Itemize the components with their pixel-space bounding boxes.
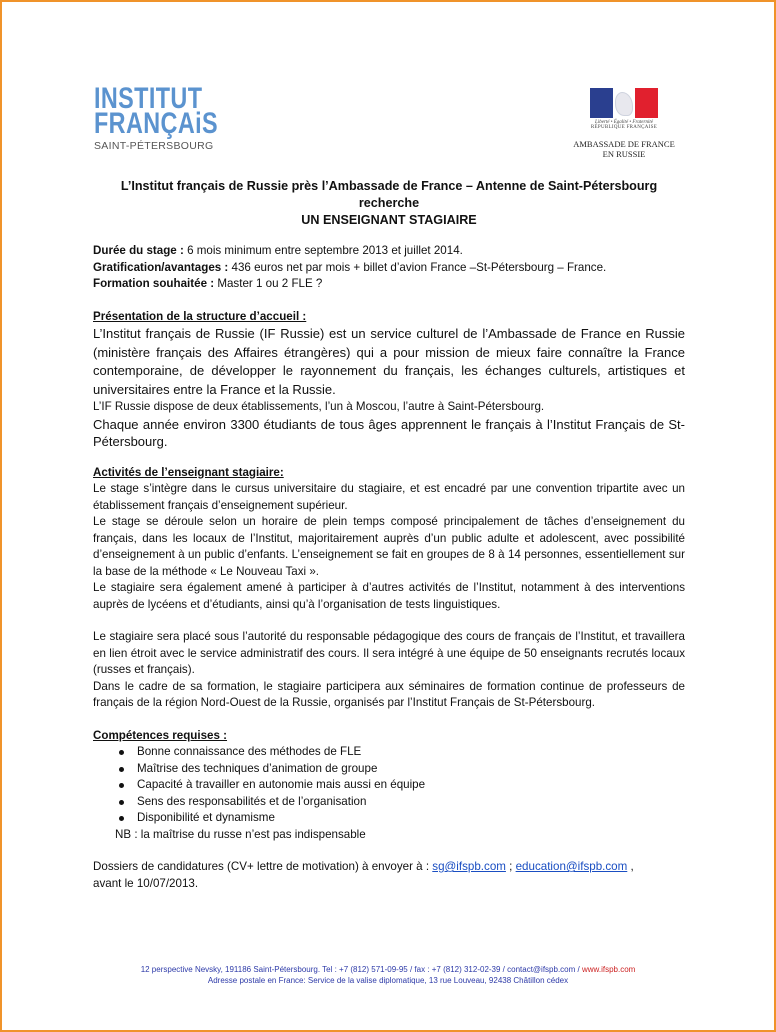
activities-paragraph-4: Le stagiaire sera placé sous l’autorité du responsable pédagogique des cours de français de l’Institut, et travaillera en lien étroit avec le service administratif des cours. Il sera intégré à une équipe de 50 enseignants recrutés locaux (russes et français). [93,630,685,676]
embassy-name [562,139,686,159]
gratification-value: 436 euros net par mois + billet d’avion France –St-Pétersbourg – France. [228,260,607,274]
republic-name: RÉPUBLIQUE FRANÇAISE [590,125,658,130]
duration-row [93,243,685,260]
logo-line-1: INSTITUT [94,82,203,115]
activities-paragraph-2: Le stage se déroule selon un horaire de plein temps composé principalement de tâches d’enseignement du français, dans les locaux de l’Institut, majoritairement auprès d’un public adulte et adolescent, avec possibilité d’enseignement à un public d’enfants. L’enseignement se fait en groupes de 8 à 14 personnes, essentiellement sur la base de la méthode « Le Nouveau Taxi ». [93,515,685,578]
presentation-paragraph-2: L’IF Russie dispose de deux établissements, l’un à Moscou, l’autre à Saint-Pétersbourg. [93,400,545,413]
competences-heading: Compétences requises : [93,728,228,742]
logo-line-2: FRANÇAiS [94,107,219,140]
email-link-sg[interactable]: sg@ifspb.com [432,860,506,873]
competence-item: Capacité à travailler en autonomie mais aussi en équipe [115,777,685,794]
embassy-line-1: AMBASSADE DE FRANCE [573,139,675,149]
presentation-heading: Présentation de la structure d’accueil : [93,309,307,323]
formation-value: Master 1 ou 2 FLE ? [214,277,323,290]
duration-value: 6 mois minimum entre septembre 2013 et juillet 2014. [183,244,463,257]
presentation-section [93,309,685,450]
activities-paragraph-1: Le stage s’intègre dans le cursus universitaire du stagiaire, et est encadré par une convention tripartite avec un établissement français d’enseignement supérieur. [93,482,685,512]
contact-text-after: , [627,860,634,873]
formation-row [93,276,685,293]
activities-heading: Activités de l’enseignant stagiaire: [93,465,284,479]
republic-motto: Liberté • Égalité • Fraternité [595,120,653,125]
gratification-label: Gratification/avantages : [93,260,229,274]
title-line-2: recherche [358,196,420,210]
embassy-line-2: EN RUSSIE [602,149,646,159]
marianne-flag-icon [590,88,658,118]
formation-label: Formation souhaitée : [93,277,215,290]
contact-line [93,859,685,876]
embassy-logo [562,88,686,159]
duration-label: Durée du stage : [93,244,184,257]
title-line-3: UN ENSEIGNANT STAGIAIRE [301,213,477,227]
presentation-paragraph-1: L’Institut français de Russie (IF Russie) est un service culturel de l’Ambassade de France en Russie (ministère français des Affaires étrangères) qui a pour mission de mieux faire connaître la France contemporaine, de développer le rayonnement du français, les échanges culturels, artistiques et universitaires entre la France et la Russie. [93,326,685,397]
footer-address: 12 perspective Nevsky, 191186 Saint-Pétersbourg. Tel : +7 (812) 571-09-95 / fax : +7 (812) 312-02-39 / contact@ifspb.com / [140,965,582,974]
presentation-paragraph-3: Chaque année environ 3300 étudiants de tous âges apprennent le français à l’Institut Français de St-Pétersbourg. [93,416,685,449]
footer-line-1 [2,964,774,975]
competences-list [93,744,685,827]
gratification-row [93,260,685,277]
competence-item: Bonne connaissance des méthodes de FLE [115,744,685,761]
email-separator: ; [505,860,516,873]
activities-paragraph-3: Le stagiaire sera également amené à participer à d’autres activités de l’Institut, notamment à des interventions auprès de lycéens et d’étudiants, ainsi qu’à l’organisation de tests linguistiques. [93,581,685,611]
activities-paragraph-5: Dans le cadre de sa formation, le stagiaire participera aux séminaires de formation continue de professeurs de français de la région Nord-Ouest de la Russie, organisés par l’Institut Français de St-Pétersbourg. [93,679,685,709]
contact-text: Dossiers de candidatures (CV+ lettre de motivation) à envoyer à : [93,860,433,873]
footer-line-2: Adresse postale en France: Service de la valise diplomatique, 13 rue Louveau, 92438 Châtillon cédex [207,976,569,985]
competence-item: Sens des responsabilités et de l’organisation [115,794,685,811]
logo-line-3: SAINT-PÉTERSBOURG [94,140,214,152]
competence-item: Disponibilité et dynamisme [115,810,685,827]
contact-section [93,859,685,892]
institut-francais-logo [94,82,234,152]
activities-section [93,465,685,712]
competence-item: Maîtrise des techniques d’animation de groupe [115,761,685,778]
nb-note: NB : la maîtrise du russe n’est pas indispensable [115,827,366,841]
competences-section [93,728,685,844]
title-line-1: L’Institut français de Russie près l’Ambassade de France – Antenne de Saint-Pétersbourg [120,179,658,193]
footer-website-link[interactable]: www.ifspb.com [581,965,636,974]
internship-details [93,243,685,293]
deadline-text: avant le 10/07/2013. [93,876,199,890]
page-footer [2,964,774,986]
email-link-education[interactable]: education@ifspb.com [515,860,628,873]
document-title [93,178,685,229]
document-body [93,178,685,892]
